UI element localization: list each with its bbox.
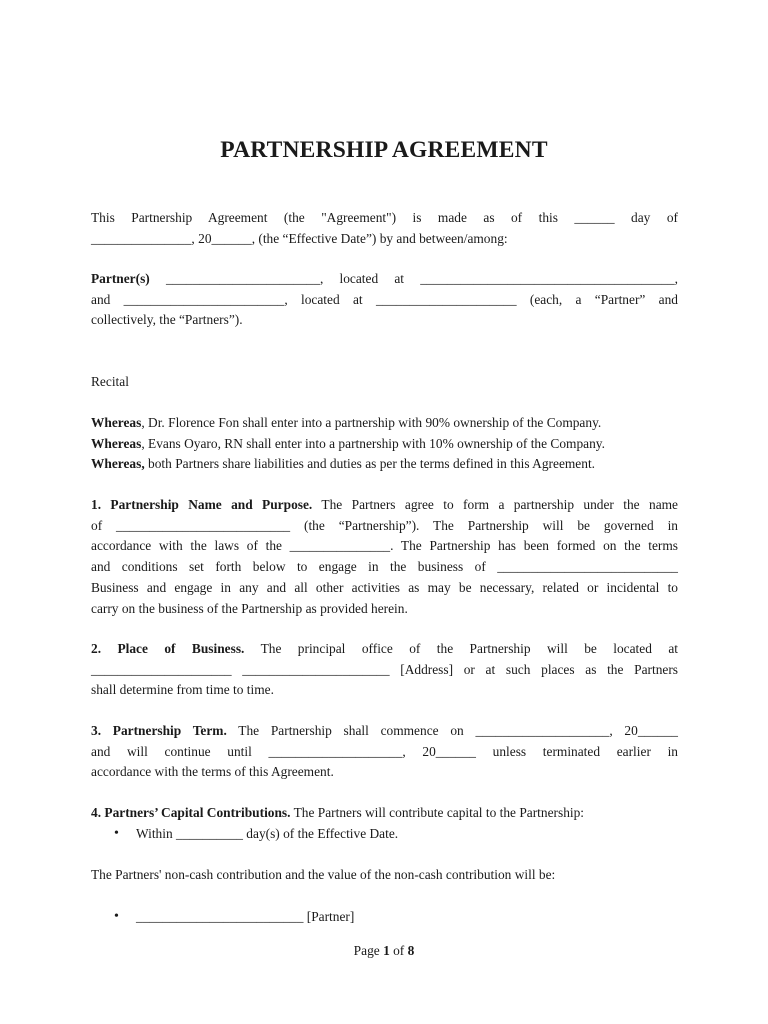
document-title: PARTNERSHIP AGREEMENT bbox=[220, 137, 548, 163]
intro-paragraph bbox=[91, 208, 678, 249]
section-1-line-6: carry on the business of the Partnership as provided herein. bbox=[91, 600, 408, 616]
parties-paragraph bbox=[91, 269, 678, 331]
section-1-line-1-text: The Partners agree to form a partnership under the name bbox=[312, 497, 679, 512]
recital-item bbox=[91, 413, 678, 434]
recital-heading: Recital bbox=[91, 374, 129, 389]
section-place-of-business bbox=[91, 639, 678, 701]
section-partnership-term bbox=[91, 721, 678, 783]
parties-line-3: collectively, the “Partners”). bbox=[91, 312, 243, 328]
contribution-list bbox=[91, 824, 398, 845]
page-current: 1 bbox=[383, 943, 390, 958]
section-2-line-1-text: The principal office of the Partnership will be located at bbox=[244, 641, 678, 656]
page-prefix: Page bbox=[353, 943, 384, 958]
recital-item bbox=[91, 454, 678, 475]
recital-item-text: both Partners share liabilities and duties as per the terms defined in this Agreement. bbox=[144, 456, 596, 472]
section-4-line-1 bbox=[91, 803, 678, 824]
noncash-paragraph: The Partners' non-cash contribution and the value of the non-cash contribution will be: bbox=[91, 867, 556, 882]
section-capital-contributions bbox=[91, 803, 678, 824]
section-1-heading: 1. Partnership Name and Purpose. bbox=[91, 497, 313, 512]
section-2-line-3: shall determine from time to time. bbox=[91, 682, 274, 698]
section-3-line-1 bbox=[91, 721, 678, 742]
section-2-line-2: _____________________ ______________________ [Address] or at such places as the Partners bbox=[91, 661, 678, 677]
recital-item-label: Whereas, bbox=[91, 456, 145, 472]
section-2-heading: 2. Place of Business. bbox=[91, 641, 245, 656]
recital-item-text: , Dr. Florence Fon shall enter into a partnership with 90% ownership of the Company. bbox=[141, 415, 602, 430]
recital-list bbox=[91, 413, 678, 475]
section-4-line-1-text: The Partners will contribute capital to the Partnership: bbox=[290, 805, 585, 820]
partners-label: Partner(s) bbox=[91, 271, 150, 286]
section-1-line-5: Business and engage in any and all other activities as may be necessary, related or incidental to bbox=[91, 579, 678, 595]
noncash-list bbox=[91, 907, 354, 928]
parties-line-2: and ________________________, located at _____________________ (each, a “Partner” and bbox=[91, 291, 678, 307]
page-total: 8 bbox=[407, 943, 415, 958]
recital-item bbox=[91, 434, 678, 455]
intro-line-1: This Partnership Agreement (the "Agreement") is made as of this ______ day of bbox=[91, 210, 678, 225]
list-item: • Within __________ day(s) of the Effective Date. bbox=[91, 824, 398, 845]
section-partnership-name bbox=[91, 495, 678, 619]
recital-item-label: Whereas bbox=[91, 435, 142, 451]
recital-item-text: , Evans Oyaro, RN shall enter into a partnership with 10% ownership of the Company. bbox=[141, 435, 605, 451]
section-3-heading: 3. Partnership Term. bbox=[91, 723, 227, 738]
intro-line-2: _______________, 20______, (the “Effective Date”) by and between/among: bbox=[91, 230, 508, 246]
section-3-line-1-text: The Partnership shall commence on ____________________, 20______ bbox=[226, 723, 678, 738]
section-3-line-2: and will continue until ____________________, 20______ unless terminated earlier in bbox=[91, 743, 678, 759]
section-1-line-1 bbox=[91, 495, 678, 516]
parties-line-1-text: _______________________, located at ______________________________________, bbox=[149, 271, 678, 286]
section-2-line-1 bbox=[91, 639, 678, 660]
section-1-line-4: and conditions set forth below to engage in the business of ___________________________ bbox=[91, 559, 678, 575]
section-3-line-3: accordance with the terms of this Agreement. bbox=[91, 764, 334, 780]
section-4-heading: 4. Partners’ Capital Contributions. bbox=[91, 805, 291, 820]
page-of: of bbox=[389, 943, 408, 958]
list-item: • _________________________ [Partner] bbox=[91, 907, 354, 928]
section-1-line-2: of __________________________ (the “Partnership”). The Partnership will be governed in bbox=[91, 517, 678, 533]
page-number bbox=[0, 941, 768, 962]
section-1-line-3: accordance with the laws of the _______________. The Partnership has been formed on the terms bbox=[91, 538, 678, 554]
recital-item-label: Whereas bbox=[91, 415, 142, 430]
parties-line-1 bbox=[91, 269, 678, 290]
